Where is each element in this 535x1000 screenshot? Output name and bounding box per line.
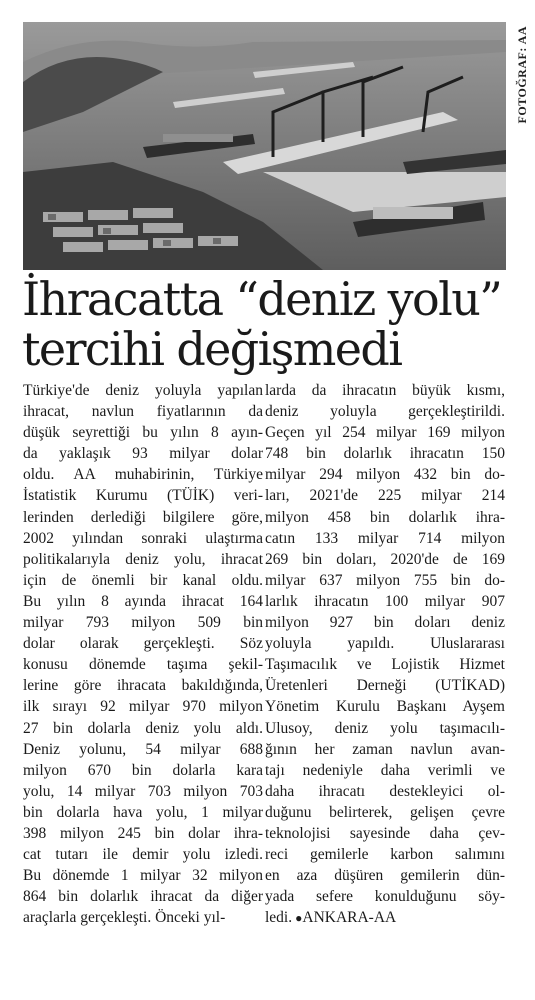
article-line: yoluyla yapıldı. Uluslararası <box>265 635 505 653</box>
photo-credit <box>512 22 532 270</box>
article-line: catın 133 milyar 714 milyon <box>265 529 505 547</box>
article-line: larlık ihracatın 100 milyar 907 <box>265 592 505 610</box>
article-line: Deniz yolunu, 54 milyar 688 <box>23 740 263 758</box>
bullet-icon: ● <box>295 911 303 926</box>
article-line: milyon 458 bin dolarlık ihra- <box>265 508 505 526</box>
article-line: ihracat, navlun fiyatlarının da <box>23 403 263 421</box>
article-line: lerine göre ihracata bakıldığında, <box>23 677 263 695</box>
article-line: araçlarla gerçekleşti. Önceki yıl- <box>23 909 226 927</box>
article-line: konusu dönemde taşıma şekil- <box>23 656 263 674</box>
article-line: milyon 927 bin doları deniz <box>265 614 505 632</box>
article-line: Bu yılın 8 ayında ihracat 164 <box>23 592 263 610</box>
article-line: ları, 2021'de 225 milyar 214 <box>265 487 505 505</box>
article-line: milyar 793 milyon 509 bin <box>23 614 263 632</box>
port-photo <box>23 22 506 270</box>
article-line: reci gemilerle karbon salımını <box>265 846 505 864</box>
article-line: için de önemli bir kanal oldu. <box>23 571 263 589</box>
article-line: Ulusoy, deniz yolu taşımacılı- <box>265 719 505 737</box>
article-line: politikalarıyla deniz yolu, ihracat <box>23 550 263 568</box>
headline-line-2: tercihi değişmedi <box>22 322 402 376</box>
article-line: bin dolarla hava yolu, 1 milyar <box>23 803 263 821</box>
article-line: deniz yoluyla gerçekleştirildi. <box>265 403 505 421</box>
article-line: milyar 637 milyon 755 bin do- <box>265 571 505 589</box>
article-line: 398 milyon 245 bin dolar ihra- <box>23 824 263 842</box>
article-line: yolu, 14 milyar 703 milyon 703 <box>23 782 263 800</box>
article-line: 864 bin dolarlık ihracat da diğer <box>23 888 263 906</box>
article-line: ğının her zaman navlun avan- <box>265 740 505 758</box>
signoff: ANKARA-AA <box>302 909 397 927</box>
port-illustration <box>23 22 506 270</box>
article-line: yada sefere konulduğunu söy- <box>265 888 505 906</box>
article-line: milyar 294 milyon 432 bin do- <box>265 466 505 484</box>
article-line: 2002 yılından sonraki ulaştırma <box>23 529 263 547</box>
article-line: Türkiye'de deniz yoluyla yapılan <box>23 382 263 399</box>
article-column-left <box>23 380 263 928</box>
article-line: düşük seyrettiği bu yılın 8 ayın- <box>23 424 263 442</box>
article-line: ledi. ●ANKARA-AA <box>265 909 397 927</box>
article-line: cat tutarı ile demir yolu izledi. <box>23 846 263 864</box>
article-line: Geçen yıl 254 milyar 169 milyon <box>265 424 505 442</box>
article-line: oldu. AA muhabirinin, Türkiye <box>23 466 263 484</box>
article-line: tajı nedeniyle daha verimli ve <box>265 761 505 779</box>
article-column-right <box>265 380 505 928</box>
photo-credit-text: FOTOĞRAF: AA <box>514 26 529 124</box>
headline <box>22 274 512 374</box>
article-line: duğunu belirterek, gelişen çevre <box>265 803 505 821</box>
article-line: Üretenleri Derneği (UTİKAD) <box>265 677 505 695</box>
article-line: Taşımacılık ve Lojistik Hizmet <box>265 656 505 674</box>
article-line: larda da ihracatın büyük kısmı, <box>265 382 505 399</box>
article-line: teknolojisi sayesinde daha çev- <box>265 824 505 842</box>
article-line: milyon 670 bin dolarla kara <box>23 761 263 779</box>
article-line: daha ihracatı destekleyici ol- <box>265 782 505 800</box>
article-line: da yaklaşık 93 milyar dolar <box>23 445 263 463</box>
article-line: ilk sırayı 92 milyar 970 milyon <box>23 698 263 716</box>
headline-line-1: İhracatta “deniz yolu” <box>22 272 502 326</box>
article-line: Yönetim Kurulu Başkanı Ayşem <box>265 698 505 716</box>
article-line: Bu dönemde 1 milyar 32 milyon <box>23 867 263 885</box>
article-line: lerinden derlediği bilgilere göre, <box>23 508 263 526</box>
article-line: İstatistik Kurumu (TÜİK) veri- <box>23 487 263 505</box>
article-line: dolar olarak gerçekleşti. Söz <box>23 635 263 653</box>
article-line: en aza düşüren gemilerin dün- <box>265 867 505 885</box>
article-line: 748 bin dolarlık ihracatın 150 <box>265 445 505 463</box>
article-line: 27 bin dolarla deniz yolu aldı. <box>23 719 263 737</box>
article-line: 269 bin doları, 2020'de de 169 <box>265 550 505 568</box>
